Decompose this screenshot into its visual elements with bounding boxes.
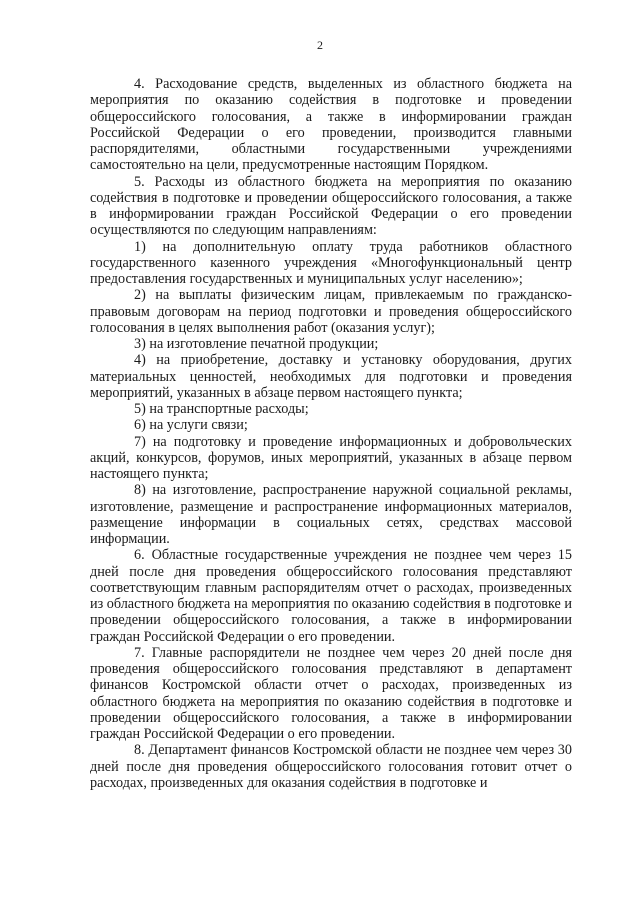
- list-item-4: 4) на приобретение, доставку и установку оборудования, других материальных ценностей, необходимых для подготовки и проведения мероприятий, указанных в абзаце первом настоящего пункта;: [90, 352, 572, 401]
- paragraph-4: 4. Расходование средств, выделенных из областного бюджета на мероприятия по оказанию содействия в подготовке и проведении общероссийского голосования, а также в информировании граждан Российской Федерации о его проведении, производится главными распорядителями, областными государственными учреждениями самостоятельно на цели, предусмотренные настоящим Порядком.: [90, 76, 572, 174]
- list-item-7: 7) на подготовку и проведение информационных и добровольческих акций, конкурсов, форумов, иных мероприятий, указанных в абзаце первом настоящего пункта;: [90, 433, 572, 482]
- list-item-8: 8) на изготовление, распространение наружной социальной рекламы, изготовление, размещение и распространение информационных материалов, размещение информации в социальных сетях, средствах массовой информации.: [90, 482, 572, 547]
- document-body: [90, 76, 572, 791]
- paragraph-8: 8. Департамент финансов Костромской области не позднее чем через 30 дней после дня проведения общероссийского голосования готовит отчет о расходах, произведенных для оказания содействия в подготовке и: [90, 742, 572, 791]
- paragraph-5: 5. Расходы из областного бюджета на мероприятия по оказанию содействия в подготовке и проведении общероссийского голосования, а также в информировании граждан Российской Федерации о его проведении осуществляются по следующим направлениям:: [90, 173, 572, 239]
- list-item-6: 6) на услуги связи;: [134, 417, 248, 434]
- list-item-2: 2) на выплаты физическим лицам, привлекаемым по гражданско-правовым договорам на период подготовки и проведения общероссийского голосования в целях выполнения работ (оказания услуг);: [90, 287, 572, 336]
- list-item-1: 1) на дополнительную оплату труда работников областного государственного казенного учреждения «Многофункциональный центр предоставления государственных и муниципальных услуг населению»;: [90, 238, 572, 287]
- paragraph-6: 6. Областные государственные учреждения не позднее чем через 15 дней после дня проведения общероссийского голосования представляют соответствующим главным распорядителям отчет о расходах, произведенных из областного бюджета на мероприятия по оказанию содействия в подготовке и проведении общероссийского голосования, а также в информировании граждан Российской Федерации о его проведении.: [90, 547, 572, 645]
- list-item-3: 3) на изготовление печатной продукции;: [134, 336, 379, 352]
- page-number: 2: [317, 38, 323, 52]
- paragraph-7: 7. Главные распорядители не позднее чем через 20 дней после дня проведения общероссийского голосования представляют в департамент финансов Костромской области отчет о расходах, произведенных из областного бюджета на мероприятия по оказанию содействия в подготовке и проведении общероссийского голосования, а также в информировании граждан Российской Федерации о его проведении.: [90, 644, 572, 742]
- list-item-5: 5) на транспортные расходы;: [134, 401, 309, 417]
